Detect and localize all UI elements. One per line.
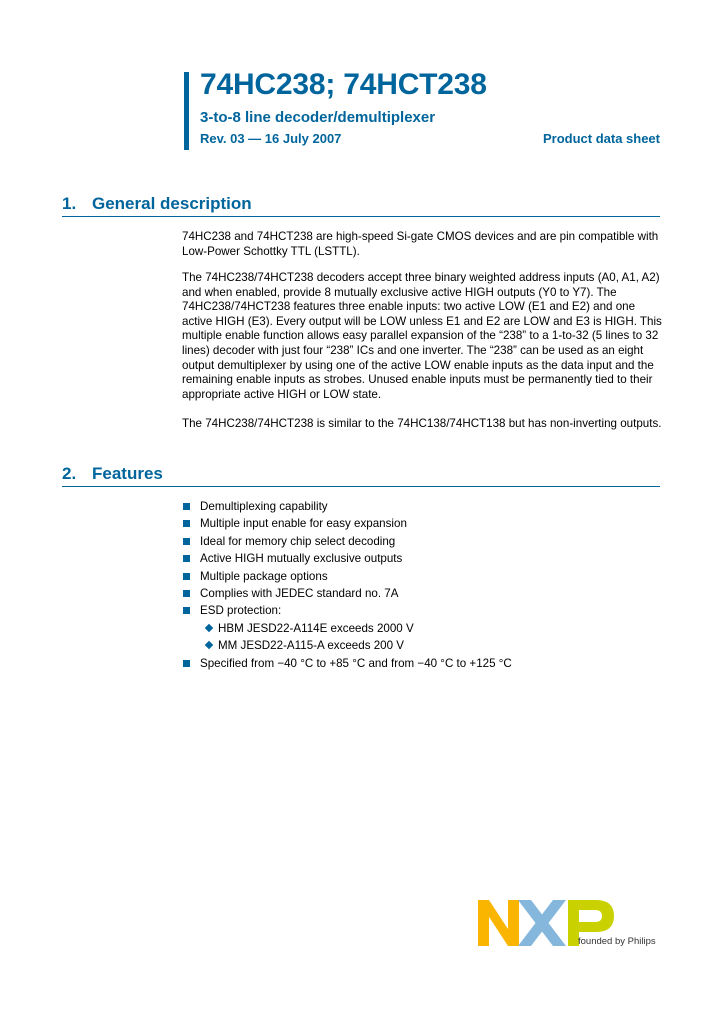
paragraph: 74HC238 and 74HCT238 are high-speed Si-gate CMOS devices and are pin compatible with Low-Power Schottky TTL (LSTTL). bbox=[182, 230, 659, 258]
sub-list-item bbox=[182, 639, 662, 656]
list-item bbox=[182, 657, 662, 674]
list-item bbox=[182, 604, 662, 621]
logo-letter-x bbox=[518, 900, 566, 946]
diamond-bullet-icon bbox=[205, 641, 213, 649]
section-heading-features bbox=[62, 464, 163, 484]
section-rule bbox=[62, 486, 660, 487]
square-bullet-icon bbox=[183, 555, 190, 562]
document-title: 74HC238; 74HCT238 bbox=[200, 68, 487, 101]
section-number: 2. bbox=[62, 464, 77, 483]
feature-text: Complies with JEDEC standard no. 7A bbox=[200, 586, 399, 600]
feature-text: ESD protection: bbox=[200, 604, 282, 618]
document-subtitle: 3-to-8 line decoder/demultiplexer bbox=[200, 109, 436, 126]
square-bullet-icon bbox=[183, 660, 190, 667]
feature-text: HBM JESD22-A114E exceeds 2000 V bbox=[218, 621, 414, 635]
feature-text: Demultiplexing capability bbox=[200, 500, 328, 513]
section-rule bbox=[62, 216, 660, 217]
square-bullet-icon bbox=[183, 590, 190, 597]
feature-text: Ideal for memory chip select decoding bbox=[200, 534, 396, 548]
square-bullet-icon bbox=[183, 520, 190, 527]
section-title: General description bbox=[92, 194, 252, 213]
feature-text: Multiple input enable for easy expansion bbox=[200, 517, 407, 531]
square-bullet-icon bbox=[183, 538, 190, 545]
diamond-bullet-icon bbox=[205, 623, 213, 631]
document-type: Product data sheet bbox=[542, 131, 660, 146]
square-bullet-icon bbox=[183, 503, 190, 510]
logo-letter-n bbox=[478, 900, 519, 946]
feature-text: Specified from −40 °C to +85 °C and from −40 °C to +125 °C bbox=[200, 656, 512, 670]
square-bullet-icon bbox=[183, 573, 190, 580]
revision-date: Rev. 03 — 16 July 2007 bbox=[200, 131, 342, 146]
features-list bbox=[182, 500, 662, 674]
list-item bbox=[182, 500, 662, 517]
list-item bbox=[182, 587, 662, 604]
section-title: Features bbox=[92, 464, 163, 483]
paragraph: The 74HC238/74HCT238 is similar to the 74HC138/74HCT138 but has non-inverting outputs. bbox=[182, 417, 662, 430]
square-bullet-icon bbox=[183, 607, 190, 614]
logo-tagline: founded by Philips bbox=[578, 936, 656, 947]
sub-list-item bbox=[182, 622, 662, 639]
section-number: 1. bbox=[62, 194, 77, 213]
feature-text: Multiple package options bbox=[200, 569, 328, 583]
list-item bbox=[182, 552, 662, 569]
list-item bbox=[182, 570, 662, 587]
feature-text: Active HIGH mutually exclusive outputs bbox=[200, 552, 403, 566]
list-item bbox=[182, 517, 662, 534]
paragraph: The 74HC238/74HCT238 decoders accept three binary weighted address inputs (A0, A1, A2) and when enabled, provide 8 mutually exclusive active HIGH outputs (Y0 to Y7). The 74HC238/74HCT238 features three enable inputs: two active LOW (E1 and E2) and one active HIGH (E3). Every output will be LOW unless E1 and E2 are LOW and E3 is HIGH. This multiple enable function allows easy parallel expansion of the “238” to a 1-to-32 (5 lines to 32 lines) decoder with just four “238” ICs and one inverter. The “238” can be used as an eight output demultiplexer by using one of the active LOW enable inputs as the data input and the remaining enable inputs as strobes. Unused enable inputs must be permanently tied to their appropriate active HIGH or LOW state. bbox=[182, 271, 662, 401]
list-item bbox=[182, 535, 662, 552]
feature-text: MM JESD22-A115-A exceeds 200 V bbox=[218, 639, 405, 653]
header-accent-bar bbox=[184, 72, 189, 150]
section-heading-general-description bbox=[62, 194, 252, 214]
